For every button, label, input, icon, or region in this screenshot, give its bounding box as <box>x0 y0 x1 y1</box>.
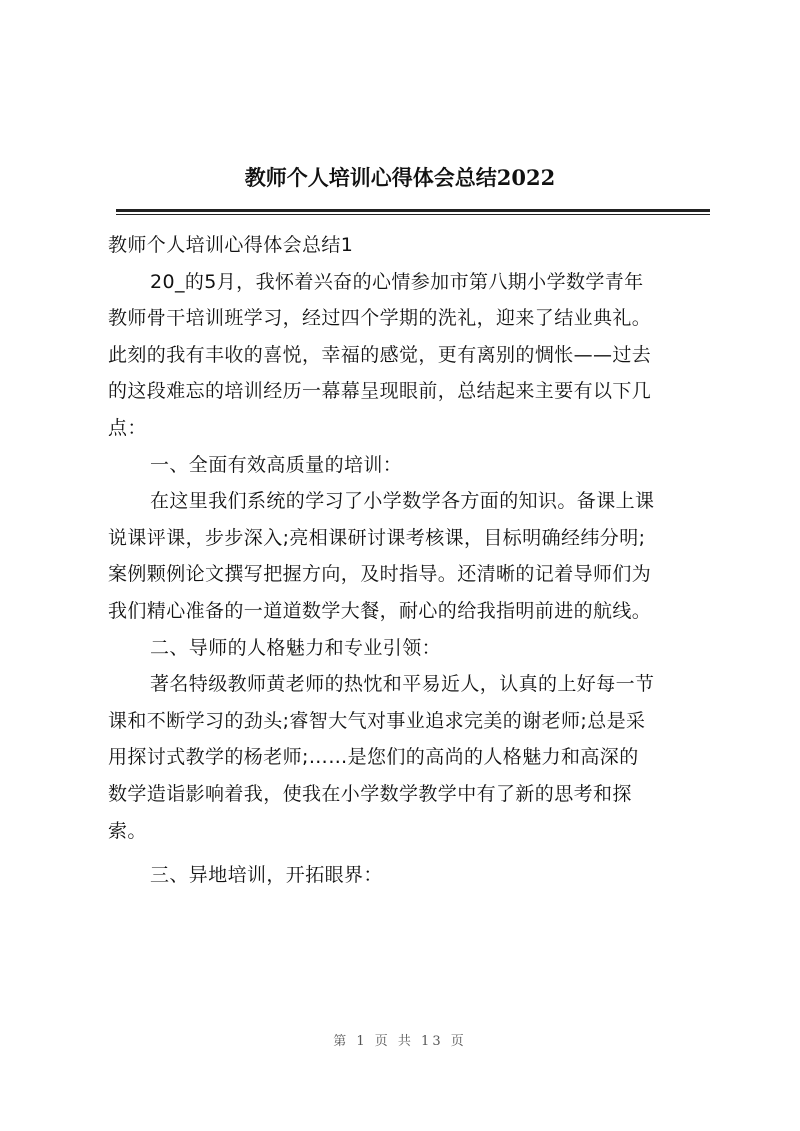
paragraph-line: 数学造诣影响着我，使我在小学数学教学中有了新的思考和探 <box>108 782 632 805</box>
subheading: 三、异地培训，开拓眼界： <box>150 864 383 887</box>
paragraph-line: 20_的5月，我怀着兴奋的心情参加市第八期小学数学青年 <box>150 270 644 293</box>
paragraph-line: 课和不断学习的劲头;睿智大气对事业追求完美的谢老师;总是采 <box>108 709 646 732</box>
paragraph-line: 我们精心准备的一道道数学大餐，耐心的给我指明前进的航线。 <box>108 599 652 622</box>
document-body <box>108 227 712 894</box>
title-rule-thin <box>116 214 710 215</box>
document-title: 教师个人培训心得体会总结2022 <box>244 165 556 190</box>
page-footer: 第 1 页 共 13 页 <box>333 1034 467 1049</box>
paragraph-line: 用探讨式教学的杨老师;……是您们的高尚的人格魅力和高深的 <box>108 746 639 769</box>
paragraph-line: 著名特级教师黄老师的热忱和平易近人，认真的上好每一节 <box>150 673 655 696</box>
paragraph-line: 教师骨干培训班学习，经过四个学期的洗礼，迎来了结业典礼。 <box>108 307 652 330</box>
paragraph-line: 点： <box>108 416 147 439</box>
paragraph-line: 的这段难忘的培训经历一幕幕呈现眼前，总结起来主要有以下几 <box>108 380 652 403</box>
subheading: 一、全面有效高质量的培训： <box>150 453 403 476</box>
paragraph-line: 此刻的我有丰收的喜悦，幸福的感觉，更有离别的惆怅——过去 <box>108 343 652 366</box>
paragraph-line: 在这里我们系统的学习了小学数学各方面的知识。备课上课 <box>150 490 655 513</box>
paragraph-line: 索。 <box>108 819 147 842</box>
title-rule-thick <box>116 209 710 212</box>
spacer <box>108 849 712 857</box>
paragraph-line: 说课评课，步步深入;亮相课研讨课考核课，目标明确经纬分明; <box>108 526 646 549</box>
subheading: 二、导师的人格魅力和专业引领： <box>150 636 442 659</box>
paragraph-line: 案例颗例论文撰写把握方向，及时指导。还清晰的记着导师们为 <box>108 563 652 586</box>
section-heading: 教师个人培训心得体会总结1 <box>108 234 354 256</box>
